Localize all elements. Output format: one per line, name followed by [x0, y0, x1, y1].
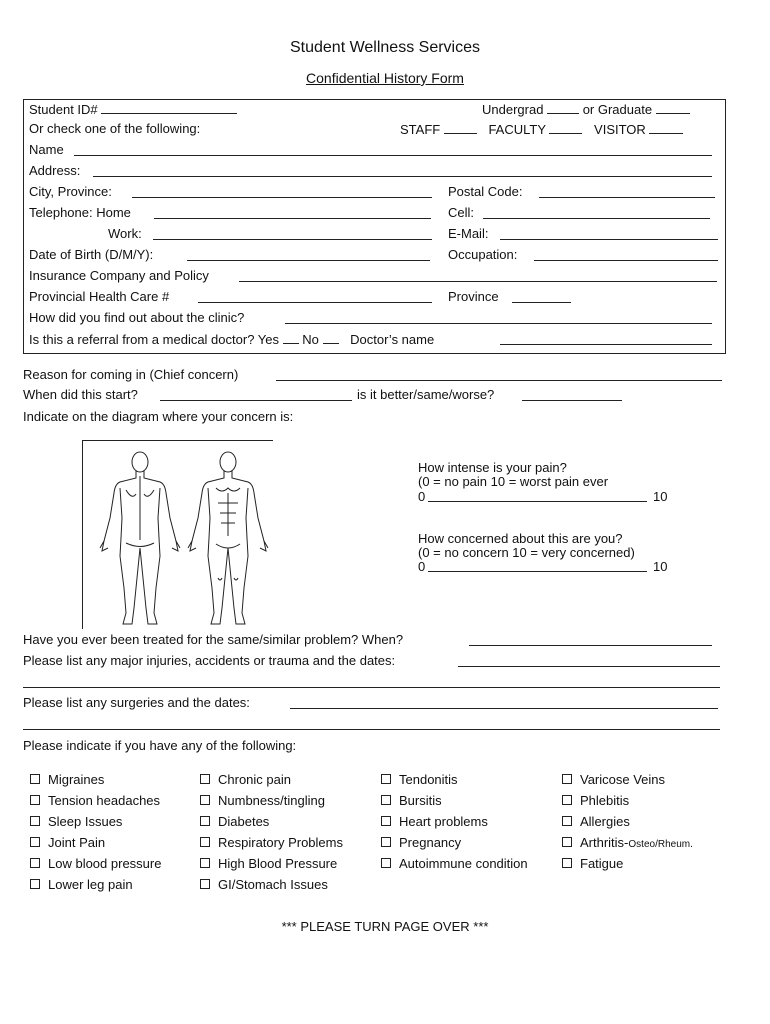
pain-intensity-max: 10 [653, 489, 668, 504]
undergrad-label: Undergrad [482, 102, 544, 117]
graduate-field[interactable] [656, 101, 690, 114]
address-label: Address: [29, 163, 81, 178]
province-field[interactable] [512, 302, 571, 303]
surgeries-label: Please list any surgeries and the dates: [23, 695, 250, 710]
checkbox[interactable] [562, 858, 572, 868]
injuries-field-line-2[interactable] [23, 687, 720, 688]
address-field[interactable] [93, 176, 712, 177]
condition-item[interactable]: Joint Pain [30, 835, 105, 851]
condition-item[interactable]: Allergies [562, 814, 630, 830]
when-start-label: When did this start? [23, 387, 138, 402]
checkbox[interactable] [381, 837, 391, 847]
dob-label: Date of Birth (D/M/Y): [29, 247, 154, 262]
dob-field[interactable] [187, 260, 430, 261]
checkbox[interactable] [562, 837, 572, 847]
student-id-row [29, 101, 237, 118]
student-id-field[interactable] [101, 101, 237, 114]
visitor-label: VISITOR [594, 122, 646, 137]
better-field[interactable] [522, 400, 622, 401]
name-field[interactable] [74, 155, 712, 156]
condition-item[interactable]: Tendonitis [381, 772, 458, 788]
status-row [400, 121, 683, 138]
city-field[interactable] [132, 197, 432, 198]
reason-label: Reason for coming in (Chief concern) [23, 367, 239, 382]
body-diagram[interactable] [90, 448, 270, 628]
visitor-field[interactable] [649, 121, 683, 134]
checkbox[interactable] [381, 795, 391, 805]
condition-item[interactable]: Arthritis-Osteo/Rheum. [562, 835, 693, 853]
indicate-diagram-label: Indicate on the diagram where your concern is: [23, 409, 294, 424]
checkbox[interactable] [30, 879, 40, 889]
treated-label: Have you ever been treated for the same/similar problem? When? [23, 632, 404, 647]
checkbox[interactable] [381, 774, 391, 784]
checkbox[interactable] [200, 816, 210, 826]
condition-item[interactable]: Phlebitis [562, 793, 629, 809]
concern-level-min: 0 [418, 559, 426, 574]
condition-item[interactable]: Bursitis [381, 793, 442, 809]
doctor-label: Doctor’s name [350, 332, 435, 347]
concern-level-question: How concerned about this are you? [418, 531, 623, 546]
student-id-label: Student ID# [29, 102, 98, 117]
occupation-field[interactable] [534, 260, 718, 261]
condition-item[interactable]: Pregnancy [381, 835, 461, 851]
referral-yes-field[interactable] [283, 331, 299, 344]
better-label: is it better/same/worse? [357, 387, 495, 402]
form-subtitle: Confidential History Form [306, 70, 464, 86]
condition-item[interactable]: High Blood Pressure [200, 856, 337, 872]
checkbox[interactable] [200, 774, 210, 784]
faculty-field[interactable] [549, 121, 582, 134]
referral-row [29, 331, 434, 348]
find-out-label: How did you find out about the clinic? [29, 310, 245, 325]
checkbox[interactable] [562, 816, 572, 826]
body-back-figure [100, 452, 180, 624]
graduate-label: or Graduate [582, 102, 653, 117]
condition-item[interactable]: Chronic pain [200, 772, 291, 788]
tel-home-label: Telephone: Home [29, 205, 131, 220]
checkbox[interactable] [200, 795, 210, 805]
work-label: Work: [108, 226, 142, 241]
condition-item[interactable]: Autoimmune condition [381, 856, 528, 872]
cell-field[interactable] [483, 218, 710, 219]
form-title: Student Wellness Services [289, 39, 480, 56]
postal-field[interactable] [539, 197, 715, 198]
checkbox[interactable] [200, 837, 210, 847]
doctor-field[interactable] [500, 344, 712, 345]
program-row [482, 101, 690, 118]
checkbox[interactable] [200, 858, 210, 868]
condition-item[interactable]: Varicose Veins [562, 772, 665, 788]
tel-home-field[interactable] [154, 218, 431, 219]
condition-item[interactable]: Numbness/tingling [200, 793, 325, 809]
health-card-label: Provincial Health Care # [29, 289, 170, 304]
checkbox[interactable] [30, 837, 40, 847]
health-card-field[interactable] [198, 302, 432, 303]
undergrad-field[interactable] [547, 101, 579, 114]
insurance-label: Insurance Company and Policy [29, 268, 209, 283]
surgeries-field-line-2[interactable] [23, 729, 720, 730]
concern-level-scale-label: (0 = no concern 10 = very concerned) [418, 545, 635, 560]
surgeries-field[interactable] [290, 708, 718, 709]
treated-field[interactable] [469, 645, 712, 646]
arthritis-type-label: Osteo/Rheum. [628, 839, 693, 850]
city-label: City, Province: [29, 184, 112, 199]
reason-field[interactable] [276, 380, 722, 381]
condition-item[interactable]: Respiratory Problems [200, 835, 343, 851]
condition-item[interactable]: Diabetes [200, 814, 269, 830]
checkbox[interactable] [562, 774, 572, 784]
postal-label: Postal Code: [448, 184, 523, 199]
checkbox[interactable] [200, 879, 210, 889]
checkbox[interactable] [381, 816, 391, 826]
pain-intensity-min: 0 [418, 489, 426, 504]
condition-item[interactable]: Low blood pressure [30, 856, 161, 872]
turn-page-notice: *** PLEASE TURN PAGE OVER *** [281, 919, 489, 934]
checkbox[interactable] [381, 858, 391, 868]
condition-item[interactable]: Fatigue [562, 856, 623, 872]
checkbox[interactable] [30, 858, 40, 868]
or-check-label: Or check one of the following: [29, 121, 201, 136]
condition-item[interactable]: Migraines [30, 772, 104, 788]
condition-item[interactable]: GI/Stomach Issues [200, 877, 328, 893]
condition-item[interactable]: Sleep Issues [30, 814, 122, 830]
referral-label: Is this a referral from a medical doctor? Yes [29, 332, 280, 347]
pain-intensity-scale-label: (0 = no pain 10 = worst pain ever [418, 474, 609, 489]
faculty-label: FACULTY [488, 122, 546, 137]
email-field[interactable] [500, 239, 718, 240]
email-label: E-Mail: [448, 226, 489, 241]
checkbox[interactable] [562, 795, 572, 805]
checkbox[interactable] [30, 816, 40, 826]
province-label: Province [448, 289, 499, 304]
body-front-figure [188, 452, 268, 624]
condition-item[interactable]: Heart problems [381, 814, 488, 830]
find-out-field[interactable] [285, 323, 712, 324]
referral-no-label: No [302, 332, 319, 347]
pain-intensity-question: How intense is your pain? [418, 460, 567, 475]
indicate-any-label: Please indicate if you have any of the following: [23, 738, 297, 753]
injuries-field[interactable] [458, 666, 720, 667]
condition-item[interactable]: Lower leg pain [30, 877, 133, 893]
when-start-field[interactable] [160, 400, 352, 401]
name-label: Name [29, 142, 64, 157]
cell-label: Cell: [448, 205, 475, 220]
work-field[interactable] [153, 239, 432, 240]
referral-no-field[interactable] [323, 331, 339, 344]
staff-field[interactable] [444, 121, 477, 134]
checkbox[interactable] [30, 795, 40, 805]
insurance-field[interactable] [239, 281, 717, 282]
concern-level-scale-field[interactable] [428, 571, 647, 572]
injuries-label: Please list any major injuries, accidents or trauma and the dates: [23, 653, 396, 668]
condition-item[interactable]: Tension headaches [30, 793, 160, 809]
pain-intensity-scale-field[interactable] [428, 501, 647, 502]
concern-level-max: 10 [653, 559, 668, 574]
occupation-label: Occupation: [448, 247, 518, 262]
staff-label: STAFF [400, 122, 441, 137]
checkbox[interactable] [30, 774, 40, 784]
